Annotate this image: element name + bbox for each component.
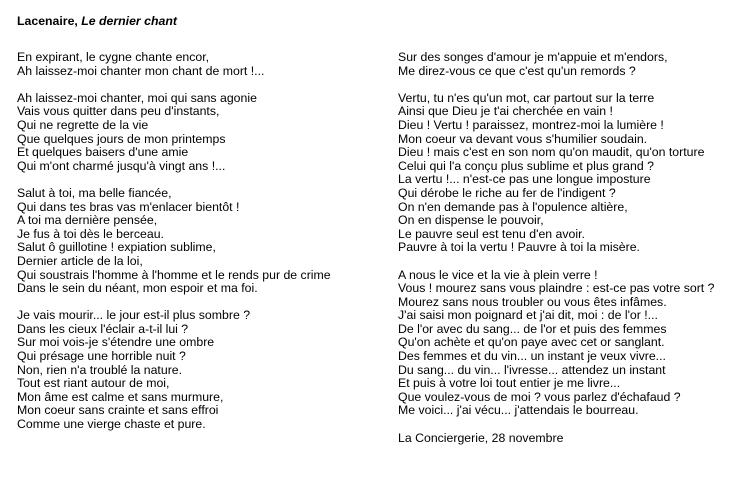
poem-line: Me direz-vous ce que c'est qu'un remords ? bbox=[398, 63, 636, 78]
poem-line: J'ai saisi mon poignard et j'ai dit, moi : de l'or !... bbox=[398, 308, 658, 323]
poem-line: A toi ma dernière pensée, bbox=[17, 213, 158, 228]
stanza bbox=[17, 187, 387, 296]
poem-line: Dernier article de la loi, bbox=[17, 253, 143, 268]
poem-line: Des femmes et du vin... un instant je veux vivre... bbox=[398, 349, 666, 364]
poem-line: Mon coeur sans crainte et sans effroi bbox=[17, 403, 219, 418]
poem-line: Vais vous quitter dans peu d'instants, bbox=[17, 104, 220, 119]
poem-line: Qu'on achète et qu'on paye avec cet or sanglant. bbox=[398, 335, 665, 350]
poem-line: Que voulez-vous de moi ? vous parlez d'échafaud ? bbox=[398, 389, 681, 404]
stanza bbox=[17, 51, 387, 78]
poem-line: Du sang... du vin... l'ivresse... attendez un instant bbox=[398, 362, 666, 377]
work-title: Le dernier chant bbox=[81, 14, 177, 28]
poem-line: Et quelques baisers d'une amie bbox=[17, 145, 189, 160]
stanza bbox=[398, 51, 743, 78]
poem-line: Comme une vierge chaste et pure. bbox=[17, 417, 206, 432]
stanza bbox=[398, 92, 743, 255]
poem-line: A nous le vice et la vie à plein verre ! bbox=[398, 267, 598, 282]
stanza bbox=[17, 92, 387, 174]
poem-line: Non, rien n'a troublé la nature. bbox=[17, 362, 183, 377]
poem-line: Et puis à votre loi tout entier je me livre... bbox=[398, 376, 621, 391]
poem-line: Sur moi vois-je s'étendre une ombre bbox=[17, 335, 215, 350]
poem-line: En expirant, le cygne chante encor, bbox=[17, 50, 210, 64]
poem-line: Celui qui l'a conçu plus sublime et plus grand ? bbox=[398, 158, 654, 173]
poem-line: Ah laissez-moi chanter, moi qui sans agonie bbox=[17, 90, 257, 105]
right-column bbox=[398, 51, 743, 459]
poem-line: Dans le sein du néant, mon espoir et ma foi. bbox=[17, 281, 258, 296]
poem-title bbox=[17, 14, 177, 28]
poem-line: Mon coeur va devant vous s'humilier soudain. bbox=[398, 131, 648, 146]
poem-line: Je vais mourir... le jour est-il plus sombre ? bbox=[17, 308, 251, 323]
left-column bbox=[17, 51, 387, 445]
stanza bbox=[398, 432, 743, 446]
poem-line: Mourez sans nous troubler ou vous êtes infâmes. bbox=[398, 294, 667, 309]
poem-line: Qui ne regrette de la vie bbox=[17, 117, 149, 132]
poem-line: Salut à toi, ma belle fiancée, bbox=[17, 185, 172, 200]
poem-line: Dans les cieux l'éclair a-t-il lui ? bbox=[17, 321, 189, 336]
poem-line: Vous ! mourez sans vous plaindre : est-ce pas votre sort ? bbox=[398, 281, 715, 296]
poem-line: Tout est riant autour de moi, bbox=[17, 376, 170, 391]
poem-line: Vertu, tu n'es qu'un mot, car partout sur la terre bbox=[398, 90, 655, 105]
poem-line: De l'or avec du sang... de l'or et puis des femmes bbox=[398, 321, 667, 336]
poem-line: La vertu !... n'est-ce pas une longue imposture bbox=[398, 172, 651, 187]
poem-line: Salut ô guillotine ! expiation sublime, bbox=[17, 240, 216, 255]
poem-line: Dieu ! mais c'est en son nom qu'on maudit, qu'on torture bbox=[398, 145, 705, 160]
poem-line: Je fus à toi dès le berceau. bbox=[17, 226, 164, 241]
poem-line: Sur des songes d'amour je m'appuie et m'endors, bbox=[398, 50, 668, 64]
poem-line: On en dispense le pouvoir, bbox=[398, 213, 544, 228]
poem-line: Ainsi que Dieu je t'ai cherchée en vain ! bbox=[398, 104, 613, 119]
poem-line: Qui dérobe le riche au fer de l'indigent ? bbox=[398, 185, 616, 200]
poem-line: Qui m'ont charmé jusqu'à vingt ans !... bbox=[17, 158, 226, 173]
poem-line: Pauvre à toi la vertu ! Pauvre à toi la misère. bbox=[398, 240, 640, 255]
stanza bbox=[398, 269, 743, 419]
poem-line: Que quelques jours de mon printemps bbox=[17, 131, 226, 146]
stanza bbox=[17, 309, 387, 431]
poem-line: Me voici... j'ai vécu... j'attendais le bourreau. bbox=[398, 403, 639, 418]
poem-line: Qui soustrais l'homme à l'homme et le rends pur de crime bbox=[17, 267, 331, 282]
author-name: Lacenaire, bbox=[17, 14, 78, 28]
poem-line: Qui présage une horrible nuit ? bbox=[17, 349, 186, 364]
poem-line: Qui dans tes bras vas m'enlacer bientôt ! bbox=[17, 199, 240, 214]
poem-line: Dieu ! Vertu ! paraissez, montrez-moi la lumière ! bbox=[398, 117, 664, 132]
poem-line: On n'en demande pas à l'opulence altière, bbox=[398, 199, 628, 214]
poem-line: La Conciergerie, 28 novembre bbox=[398, 430, 564, 445]
poem-line: Le pauvre seul est tenu d'en avoir. bbox=[398, 226, 585, 241]
poem-line: Ah laissez-moi chanter mon chant de mort !... bbox=[17, 63, 265, 78]
poem-line: Mon âme est calme et sans murmure, bbox=[17, 389, 224, 404]
